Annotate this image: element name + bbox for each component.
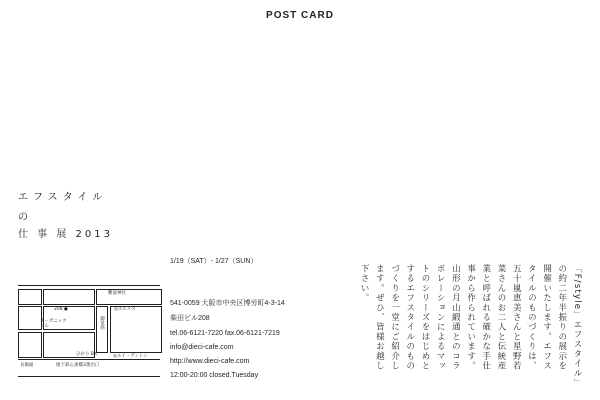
map-label-208: 208 ●: [54, 307, 68, 312]
map-label-nagahori: 長堀通: [20, 363, 34, 368]
exhibition-dates: 1/19（SAT）- 1/27（SUN）: [170, 258, 258, 265]
description-line-3: 開催いたします。エフス: [541, 264, 552, 371]
map-label-hikari: ひかり BK: [76, 352, 97, 357]
map-label-midosuji: 御堂筋: [99, 316, 105, 330]
map-block: [110, 306, 162, 353]
description-line-6: 菜さんのお二人と伝統産: [495, 264, 506, 371]
description-line-4: タイルのものづくりは、: [526, 264, 537, 371]
description-line-1: 「F/style」エフスタイル」: [572, 264, 582, 388]
description-line-14: ます。ぜひ、皆様お越し: [374, 264, 385, 371]
venue-building: 柴田ビル208: [170, 315, 210, 322]
nagahori-street-line: [18, 359, 160, 360]
description-line-12: するエフスタイルのもの: [404, 264, 415, 371]
map-label-hermes: ◎エルメス: [114, 307, 136, 312]
venue-url: http://www.dieci-cafe.com: [170, 358, 250, 365]
access-map: [18, 285, 160, 377]
map-label-organic: オーガニック ビル: [40, 319, 67, 329]
description-line-13: づくりを一堂にご紹介し: [389, 264, 400, 371]
map-block: [96, 289, 162, 305]
venue-hours: 12:00-20:00 closed.Tuesday: [170, 372, 259, 379]
map-label-subway-exit: 地下鉄心斎橋3番出口: [56, 363, 100, 368]
postcard-heading: POST CARD: [266, 10, 334, 21]
description-line-10: ボレーションによるマッ: [435, 264, 446, 371]
exhibition-title-line-1: エフスタイル: [18, 192, 108, 203]
description-line-9: 山形の月山緞通とのコラ: [450, 264, 461, 371]
map-label-shrine: 難波神社: [108, 291, 126, 296]
map-block: [18, 289, 42, 305]
map-label-louis: ◎ルイ・ヴィトン: [113, 354, 148, 359]
venue-phone: tel.06-6121-7220 fax.06-6121-7219: [170, 330, 280, 337]
exhibition-title-line-2: の: [18, 212, 32, 223]
description-line-5: 五十嵐恵美さんと星野若: [511, 264, 522, 371]
description-line-2: の約二年半振りの展示を: [556, 264, 567, 371]
exhibition-description: [356, 264, 584, 394]
exhibition-title-line-3: 仕 事 展 2013: [18, 229, 113, 240]
map-block: [18, 332, 42, 358]
map-block: [43, 289, 95, 305]
description-line-8: 事から作られています。: [465, 264, 476, 371]
venue-address: 541-0059 大阪市中央区博労町4-3-14: [170, 300, 285, 307]
description-line-15: 下さい。: [359, 264, 370, 303]
description-line-7: 業と呼ばれる確かな手仕: [480, 264, 491, 371]
venue-email: info@dieci-cafe.com: [170, 344, 234, 351]
map-block: [18, 306, 42, 330]
description-line-11: トのシリーズをはじめと: [419, 264, 430, 371]
